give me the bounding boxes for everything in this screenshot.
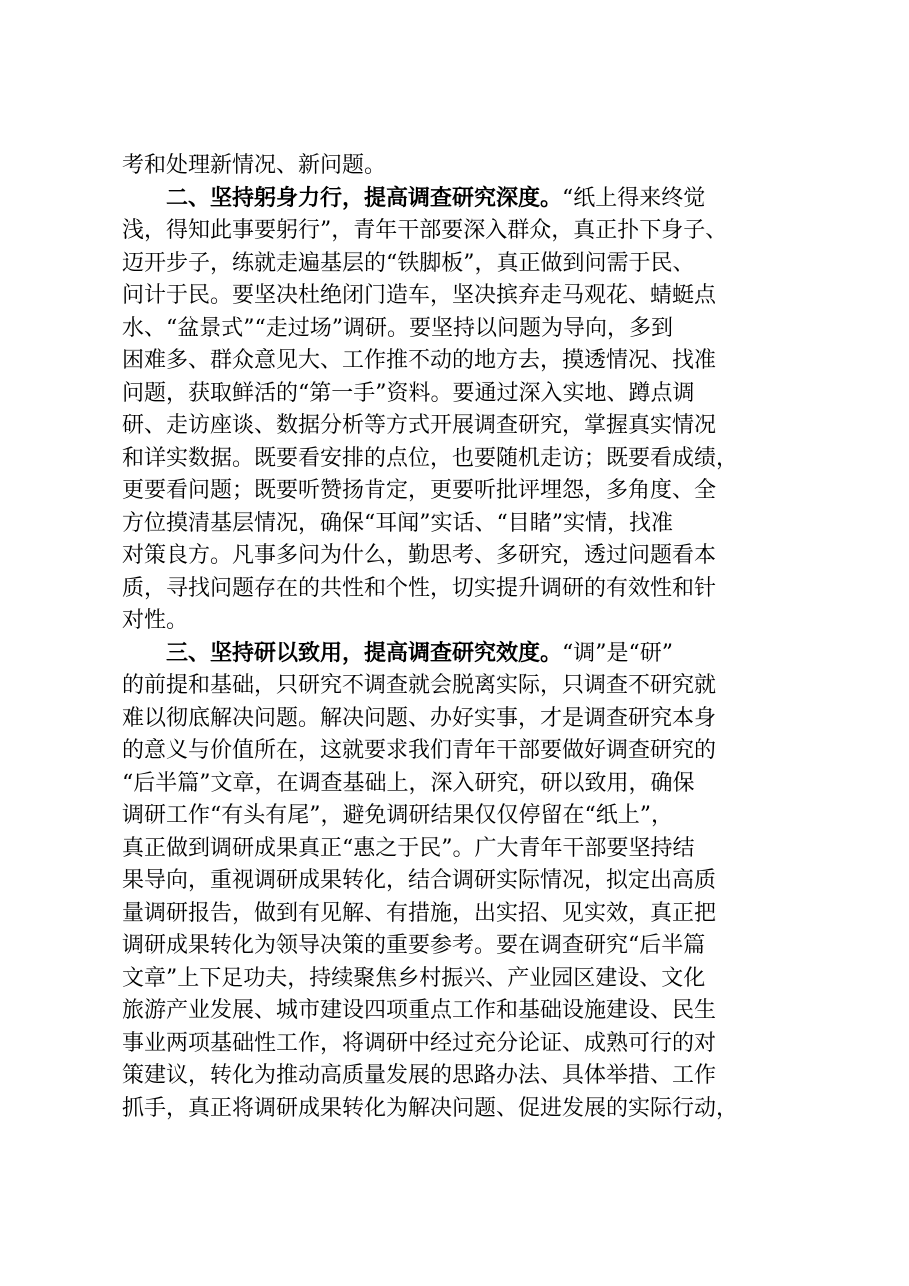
text-line: 难以彻底解决问题。解决问题、办好实事，才是调查研究本身 — [122, 705, 717, 731]
text-line: 和详实数据。既要看安排的点位，也要随机走访；既要看成绩， — [122, 445, 739, 471]
text-line: 的意义与价值所在，这就要求我们青年干部要做好调查研究的 — [122, 738, 717, 763]
text-line: 质，寻找问题存在的共性和个性，切实提升调研的有效性和针 — [122, 575, 717, 601]
section-heading: 二、坚持躬身力行，提高调查研究深度。 — [166, 185, 563, 211]
text-line: 对策良方。凡事多问为什么，勤思考、多研究，透过问题看本 — [122, 543, 717, 568]
text-line: 浅，得知此事要躬行”，青年干部要深入群众，真正扑下身子、 — [122, 218, 728, 243]
text-line: 调研工作“有头有尾”，避免调研结果仅仅停留在“纸上”， — [122, 803, 673, 828]
text-line: 果导向，重视调研成果转化，结合调研实际情况，拟定出高质 — [122, 868, 717, 893]
text-line: 策建议，转化为推动高质量发展的思路办法、具体举措、工作 — [122, 1063, 717, 1088]
text-line: 困难多、群众意见大、工作推不动的地方去，摸透情况、找准 — [122, 348, 717, 373]
text-line: 考和处理新情况、新问题。 — [122, 153, 387, 178]
text-line: 旅游产业发展、城市建设四项重点工作和基础设施建设、民生 — [122, 998, 717, 1023]
text-line: 调研成果转化为领导决策的重要参考。要在调查研究“后半篇 — [122, 933, 706, 958]
text-line: 抓手，真正将调研成果转化为解决问题、促进发展的实际行动， — [122, 1095, 739, 1121]
text-line: 研、走访座谈、数据分析等方式开展调查研究，掌握真实情况 — [122, 413, 717, 438]
text-line: “后半篇”文章，在调查基础上，深入研究，研以致用，确保 — [122, 770, 695, 796]
text-line: 的前提和基础，只研究不调查就会脱离实际，只调查不研究就 — [122, 673, 717, 698]
text-line: 对性。 — [122, 608, 189, 633]
text-line: 量调研报告，做到有见解、有措施，出实招、见实效，真正把 — [122, 900, 717, 926]
section-heading-line — [122, 638, 812, 671]
section-heading: 三、坚持研以致用，提高调查研究效度。 — [166, 640, 563, 666]
text-line: 问计于民。要坚决杜绝闭门造车，坚决摈弃走马观花、蜻蜓点 — [122, 283, 717, 308]
text-line: 水、“盆景式”“走过场”调研。要坚持以问题为导向，多到 — [122, 315, 673, 341]
text-line: 方位摸清基层情况，确保“耳闻”实话、“目睹”实情，找准 — [122, 510, 673, 536]
text-line: 文章”上下足功夫，持续聚焦乡村振兴、产业园区建设、文化 — [122, 965, 706, 991]
section-heading-line — [122, 183, 812, 216]
document-body — [122, 150, 812, 1125]
text-line: 问题，获取鲜活的“第一手”资料。要通过深入实地、蹲点调 — [122, 380, 695, 406]
text-line: 迈开步子，练就走遍基层的“铁脚板”，真正做到问需于民、 — [122, 250, 695, 276]
text-run: “纸上得来终觉 — [562, 185, 706, 211]
text-run: “调”是“研” — [562, 640, 674, 666]
text-line: 更要看问题；既要听赞扬肯定，更要听批评埋怨，多角度、全 — [122, 478, 717, 503]
text-line: 真正做到调研成果真正“惠之于民”。广大青年干部要坚持结 — [122, 835, 695, 861]
text-line: 事业两项基础性工作，将调研中经过充分论证、成熟可行的对 — [122, 1030, 717, 1056]
